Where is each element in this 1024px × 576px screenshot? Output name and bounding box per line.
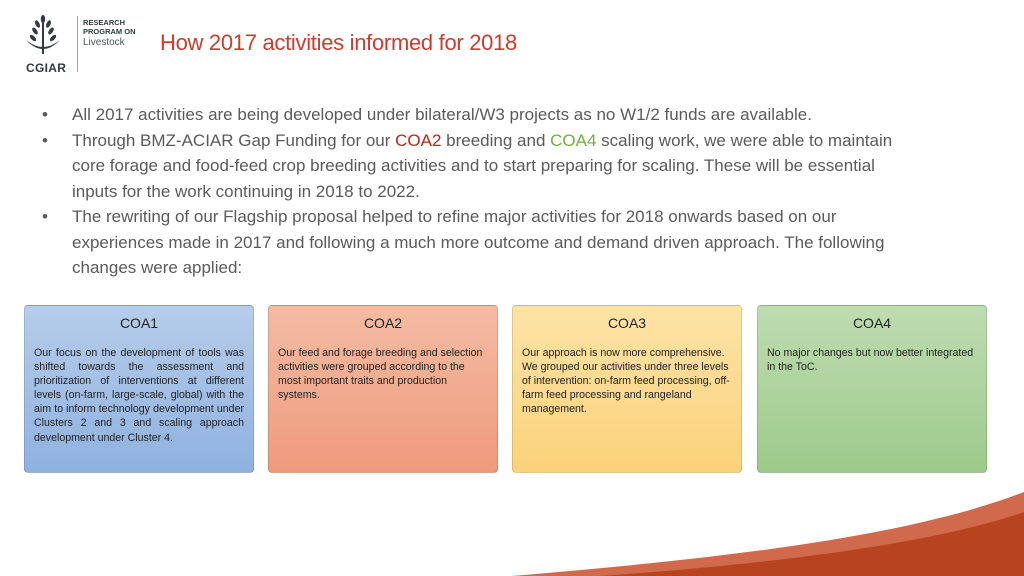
logo-org-name: CGIAR — [26, 61, 67, 75]
coa2-highlight: COA2 — [395, 130, 442, 150]
logo-program-name — [83, 18, 136, 49]
bullet-list — [42, 102, 922, 281]
bullet-text-pre: Through BMZ-ACIAR Gap Funding for our — [72, 130, 396, 150]
coa2-box — [268, 305, 498, 473]
coa1-body: Our focus on the development of tools was shifted towards the assessment and prioritization of interventions at different levels (on-farm, large-scale, global) with the aim to inform technology development under Clusters 2 and 3 and scaling approach development under Cluster 4. — [34, 347, 244, 444]
bullet-marker: • — [42, 105, 48, 124]
logo-program-line3: Livestock — [83, 37, 125, 48]
bullet-text-mid: breeding and — [441, 130, 551, 150]
bullet-text: The rewriting of our Flagship proposal helped to refine major activities for 2018 onwards based on our experiences made in 2017 and following a much more outcome and demand driven approach. The following changes were applied: — [72, 207, 885, 277]
coa4-box — [757, 305, 987, 473]
wheat-emblem-icon — [22, 14, 64, 58]
slide-title: How 2017 activities informed for 2018 — [160, 30, 517, 55]
bullet-marker: • — [42, 207, 48, 226]
bullet-marker: • — [42, 130, 48, 150]
coa1-box — [24, 305, 254, 473]
logo-program-line1: RESEARCH — [83, 18, 126, 27]
coa2-title: COA2 — [363, 315, 403, 331]
coa1-title: COA1 — [119, 315, 159, 331]
coa4-title: COA4 — [852, 315, 892, 331]
coa3-title: COA3 — [607, 315, 647, 331]
bullet-item — [42, 204, 922, 281]
bullet-text: All 2017 activities are being developed under bilateral/W3 projects as no W1/2 funds are available. — [72, 105, 812, 124]
coa4-body: No major changes but now better integrated in the ToC. — [767, 347, 974, 374]
cgiar-logo — [22, 14, 142, 76]
bullet-text-post: scaling work, we were able to maintain core forage and food-feed crop breeding activities and to start preparing for scaling. These will be essential inputs for the work continuing in 2018 to 2022. — [72, 130, 893, 201]
logo-program-line2: PROGRAM ON — [83, 27, 136, 36]
logo-divider — [77, 16, 78, 72]
bullet-item — [42, 128, 922, 205]
coa3-box — [512, 305, 742, 473]
bullet-item — [42, 102, 922, 128]
coa3-body: Our approach is now more comprehensive. We grouped our activities under three levels of intervention: on-farm feed processing, off-farm feed processing and rangeland management. — [522, 347, 730, 416]
coa2-body: Our feed and forage breeding and selection activities were grouped according to the most important traits and production systems. — [278, 347, 483, 402]
coa4-highlight: COA4 — [550, 130, 597, 150]
